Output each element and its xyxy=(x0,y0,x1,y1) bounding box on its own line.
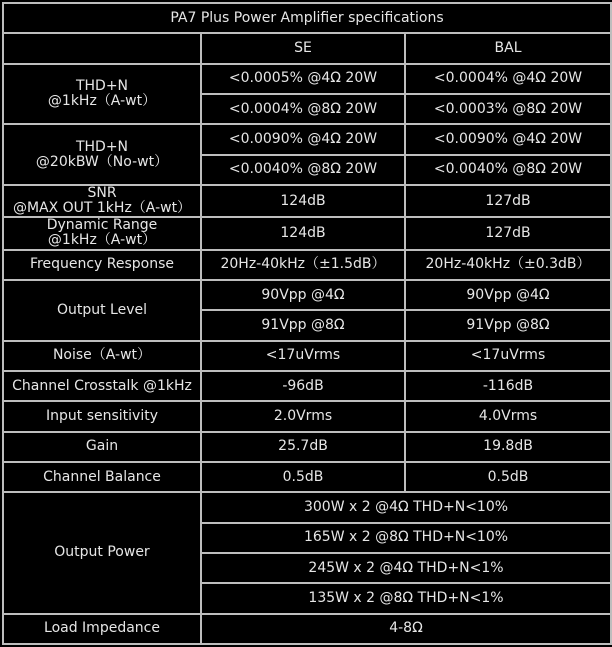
thd-1k-bal-8ohm: <0.0003% @8Ω 20W xyxy=(405,94,611,124)
thd-1k-label-line1: THD+N xyxy=(75,77,129,94)
snr-label xyxy=(3,185,201,217)
output-power-value: 300W x 2 @4Ω THD+N<10% xyxy=(201,492,611,522)
thd-20k-bal-8ohm: <0.0040% @8Ω 20W xyxy=(405,155,611,185)
thd-1k-label-line2: @1kHz（A-wt） xyxy=(47,92,157,109)
channel-balance-se: 0.5dB xyxy=(201,462,405,492)
dynamic-range-se: 124dB xyxy=(201,217,405,249)
output-level-bal-4ohm: 90Vpp @4Ω xyxy=(405,280,611,310)
crosstalk-bal: -116dB xyxy=(405,371,611,401)
thd-20k-label-line2: @20kBW（No-wt） xyxy=(35,153,169,170)
thd-20k-bal-4ohm: <0.0090% @4Ω 20W xyxy=(405,124,611,154)
header-bal: BAL xyxy=(405,33,611,63)
load-impedance-value: 4-8Ω xyxy=(201,614,611,644)
noise-se: <17uVrms xyxy=(201,341,405,371)
table-title: PA7 Plus Power Amplifier specifications xyxy=(3,3,611,33)
header-se: SE xyxy=(201,33,405,63)
frequency-response-se: 20Hz-40kHz（±1.5dB） xyxy=(201,250,405,280)
output-power-value: 245W x 2 @4Ω THD+N<1% xyxy=(201,553,611,583)
header-blank xyxy=(3,33,201,63)
dynamic-range-label xyxy=(3,217,201,249)
output-power-label: Output Power xyxy=(3,492,201,613)
thd-20k-label xyxy=(3,124,201,185)
snr-bal: 127dB xyxy=(405,185,611,217)
channel-balance-label: Channel Balance xyxy=(3,462,201,492)
snr-se: 124dB xyxy=(201,185,405,217)
input-sensitivity-se: 2.0Vrms xyxy=(201,401,405,431)
dynamic-range-label-line2: @1kHz（A-wt） xyxy=(47,232,157,249)
crosstalk-label: Channel Crosstalk @1kHz xyxy=(3,371,201,401)
thd-20k-label-line1: THD+N xyxy=(75,138,129,155)
output-level-se-4ohm: 90Vpp @4Ω xyxy=(201,280,405,310)
output-power-value: 165W x 2 @8Ω THD+N<10% xyxy=(201,523,611,553)
thd-20k-se-8ohm: <0.0040% @8Ω 20W xyxy=(201,155,405,185)
output-level-label: Output Level xyxy=(3,280,201,341)
crosstalk-se: -96dB xyxy=(201,371,405,401)
load-impedance-label: Load Impedance xyxy=(3,614,201,644)
frequency-response-label: Frequency Response xyxy=(3,250,201,280)
noise-bal: <17uVrms xyxy=(405,341,611,371)
thd-20k-se-4ohm: <0.0090% @4Ω 20W xyxy=(201,124,405,154)
frequency-response-bal: 20Hz-40kHz（±0.3dB） xyxy=(405,250,611,280)
dynamic-range-bal: 127dB xyxy=(405,217,611,249)
input-sensitivity-label: Input sensitivity xyxy=(3,401,201,431)
noise-label: Noise（A-wt） xyxy=(3,341,201,371)
gain-bal: 19.8dB xyxy=(405,432,611,462)
output-level-se-8ohm: 91Vpp @8Ω xyxy=(201,310,405,340)
input-sensitivity-bal: 4.0Vrms xyxy=(405,401,611,431)
snr-label-line1: SNR xyxy=(87,185,117,202)
thd-1k-bal-4ohm: <0.0004% @4Ω 20W xyxy=(405,64,611,94)
gain-se: 25.7dB xyxy=(201,432,405,462)
thd-1k-label xyxy=(3,64,201,125)
output-level-bal-8ohm: 91Vpp @8Ω xyxy=(405,310,611,340)
thd-1k-se-4ohm: <0.0005% @4Ω 20W xyxy=(201,64,405,94)
snr-label-line2: @MAX OUT 1kHz（A-wt） xyxy=(12,200,192,217)
dynamic-range-label-line1: Dynamic Range xyxy=(46,217,158,234)
channel-balance-bal: 0.5dB xyxy=(405,462,611,492)
gain-label: Gain xyxy=(3,432,201,462)
output-power-value: 135W x 2 @8Ω THD+N<1% xyxy=(201,583,611,613)
spec-table xyxy=(2,2,612,645)
thd-1k-se-8ohm: <0.0004% @8Ω 20W xyxy=(201,94,405,124)
